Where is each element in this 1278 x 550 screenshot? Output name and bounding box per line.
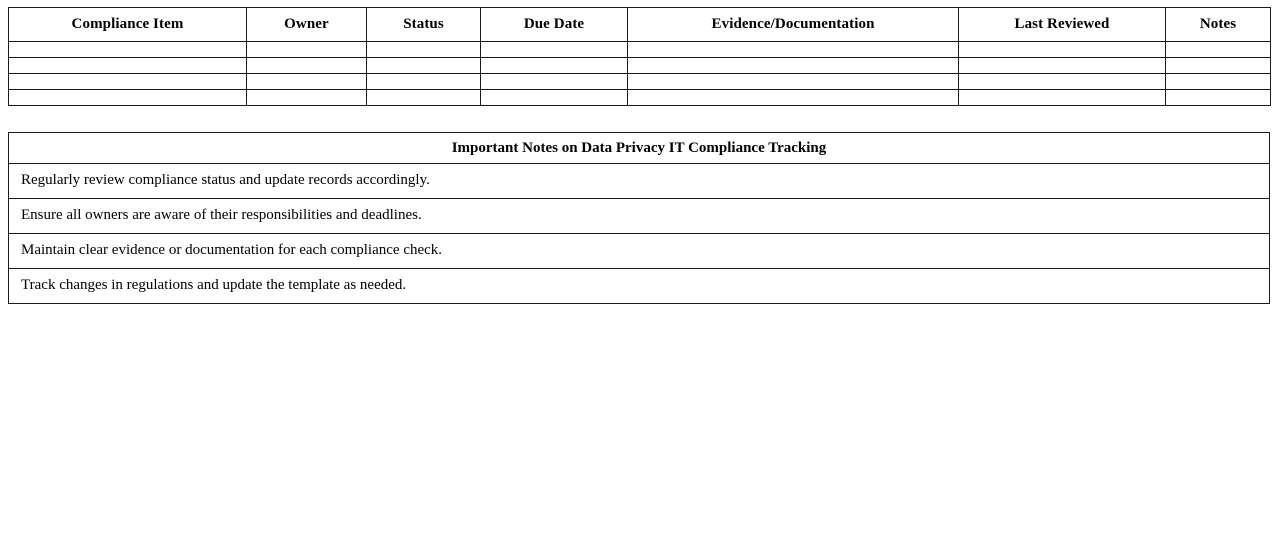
- note-item-2: Ensure all owners are aware of their responsibilities and deadlines.: [9, 199, 1270, 234]
- important-notes-table: [8, 132, 1270, 304]
- note-item-4: Track changes in regulations and update the template as needed.: [9, 269, 1270, 304]
- column-header-last-reviewed: Last Reviewed: [959, 8, 1166, 42]
- cell-compliance-item[interactable]: [9, 42, 247, 58]
- column-header-due-date: Due Date: [481, 8, 628, 42]
- important-notes-title: Important Notes on Data Privacy IT Compliance Tracking: [9, 133, 1270, 164]
- cell-evidence[interactable]: [628, 42, 959, 58]
- note-item-1: Regularly review compliance status and update records accordingly.: [9, 164, 1270, 199]
- list-item: [9, 164, 1270, 199]
- important-notes-body: [9, 164, 1270, 304]
- cell-last-reviewed[interactable]: [959, 58, 1166, 74]
- column-header-status: Status: [367, 8, 481, 42]
- compliance-tracker-table-container: [8, 7, 1270, 106]
- cell-notes[interactable]: [1166, 42, 1271, 58]
- list-item: [9, 234, 1270, 269]
- table-row: [9, 42, 1271, 58]
- cell-evidence[interactable]: [628, 58, 959, 74]
- cell-status[interactable]: [367, 42, 481, 58]
- cell-last-reviewed[interactable]: [959, 42, 1166, 58]
- notes-title-row: [9, 133, 1270, 164]
- cell-compliance-item[interactable]: [9, 58, 247, 74]
- column-header-evidence-documentation: Evidence/Documentation: [628, 8, 959, 42]
- column-header-compliance-item: Compliance Item: [9, 8, 247, 42]
- cell-owner[interactable]: [247, 74, 367, 90]
- important-notes-header: [9, 133, 1270, 164]
- cell-status[interactable]: [367, 74, 481, 90]
- compliance-tracker-table: [8, 7, 1271, 106]
- cell-due-date[interactable]: [481, 74, 628, 90]
- list-item: [9, 269, 1270, 304]
- cell-last-reviewed[interactable]: [959, 74, 1166, 90]
- table-header-row: [9, 8, 1271, 42]
- cell-status[interactable]: [367, 58, 481, 74]
- compliance-tracker-body: [9, 42, 1271, 106]
- cell-compliance-item[interactable]: [9, 90, 247, 106]
- cell-owner[interactable]: [247, 90, 367, 106]
- cell-status[interactable]: [367, 90, 481, 106]
- column-header-owner: Owner: [247, 8, 367, 42]
- list-item: [9, 199, 1270, 234]
- cell-due-date[interactable]: [481, 58, 628, 74]
- cell-notes[interactable]: [1166, 90, 1271, 106]
- compliance-tracker-header: [9, 8, 1271, 42]
- important-notes-table-container: [8, 132, 1270, 304]
- column-header-notes: Notes: [1166, 8, 1271, 42]
- cell-notes[interactable]: [1166, 58, 1271, 74]
- cell-owner[interactable]: [247, 42, 367, 58]
- cell-evidence[interactable]: [628, 90, 959, 106]
- cell-due-date[interactable]: [481, 90, 628, 106]
- cell-compliance-item[interactable]: [9, 74, 247, 90]
- cell-evidence[interactable]: [628, 74, 959, 90]
- cell-owner[interactable]: [247, 58, 367, 74]
- cell-notes[interactable]: [1166, 74, 1271, 90]
- table-row: [9, 74, 1271, 90]
- cell-last-reviewed[interactable]: [959, 90, 1166, 106]
- table-row: [9, 90, 1271, 106]
- cell-due-date[interactable]: [481, 42, 628, 58]
- table-row: [9, 58, 1271, 74]
- note-item-3: Maintain clear evidence or documentation for each compliance check.: [9, 234, 1270, 269]
